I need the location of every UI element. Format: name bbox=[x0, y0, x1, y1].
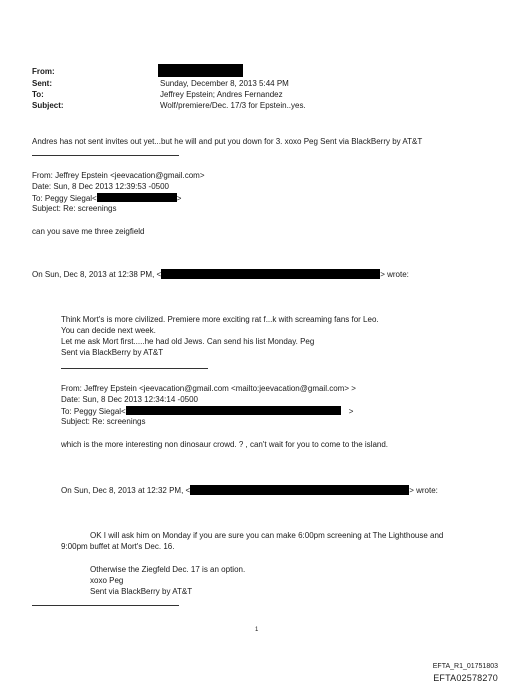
subject-label: Subject: bbox=[32, 101, 64, 110]
quote-prefix: On Sun, Dec 8, 2013 at 12:32 PM, < bbox=[61, 486, 191, 495]
message-line: Sent via BlackBerry by AT&T bbox=[61, 348, 164, 357]
to-label: To: bbox=[32, 90, 44, 99]
bates-number: EFTA_R1_01751803 bbox=[432, 663, 498, 670]
message-line: 9:00pm buffet at Mort's Dec. 16. bbox=[61, 542, 175, 551]
bates-number: EFTA02578270 bbox=[433, 673, 498, 683]
to-suffix: > bbox=[176, 194, 182, 203]
to-prefix: To: Peggy Siegal< bbox=[32, 194, 97, 203]
message-body: Andres has not sent invites out yet...but he will and put you down for 3. xoxo Peg Sent via BlackBerry by AT&T bbox=[32, 137, 423, 146]
message-line: Otherwise the Ziegfeld Dec. 17 is an option. bbox=[90, 565, 246, 574]
from-label: From: bbox=[32, 67, 55, 76]
page-number: 1 bbox=[255, 627, 259, 633]
message-line: xoxo Peg bbox=[90, 576, 124, 585]
message-line: Let me ask Mort first.....he had old Jews. Can send his list Monday. Peg bbox=[61, 337, 315, 346]
redaction-block bbox=[190, 485, 409, 495]
redaction-block bbox=[126, 406, 341, 415]
to-prefix: To: Peggy Siegal< bbox=[61, 407, 126, 416]
message-subject: Subject: Re: screenings bbox=[32, 204, 117, 213]
message-body: can you save me three zeigfield bbox=[32, 227, 145, 236]
message-line: OK I will ask him on Monday if you are sure you can make 6:00pm screening at The Lighthouse and bbox=[90, 531, 444, 540]
message-to bbox=[61, 406, 353, 417]
message-line: Think Mort's is more civilized. Premiere more exciting rat f...k with screaming fans for Leo. bbox=[61, 315, 379, 324]
message-subject: Subject: Re: screenings bbox=[61, 417, 146, 426]
sent-value: Sunday, December 8, 2013 5:44 PM bbox=[160, 79, 289, 88]
redaction-block bbox=[158, 64, 243, 77]
message-date: Date: Sun, 8 Dec 2013 12:39:53 -0500 bbox=[32, 182, 169, 191]
divider bbox=[32, 155, 179, 156]
message-to bbox=[32, 193, 181, 204]
divider bbox=[32, 605, 179, 606]
message-line: You can decide next week. bbox=[61, 326, 156, 335]
message-from: From: Jeffrey Epstein <jeevacation@gmail.com <mailto:jeevacation@gmail.com> > bbox=[61, 384, 356, 393]
message-from: From: Jeffrey Epstein <jeevacation@gmail.com> bbox=[32, 171, 205, 180]
message-date: Date: Sun, 8 Dec 2013 12:34:14 -0500 bbox=[61, 395, 198, 404]
divider bbox=[61, 368, 208, 369]
message-line: Sent via BlackBerry by AT&T bbox=[90, 587, 193, 596]
sent-label: Sent: bbox=[32, 79, 52, 88]
quote-suffix: > wrote: bbox=[409, 486, 438, 495]
redaction-block bbox=[97, 193, 177, 202]
quote-header bbox=[61, 485, 438, 496]
quote-prefix: On Sun, Dec 8, 2013 at 12:38 PM, < bbox=[32, 270, 162, 279]
message-body: which is the more interesting non dinosaur crowd. ? , can't wait for you to come to the island. bbox=[61, 440, 389, 449]
to-suffix: > bbox=[348, 407, 354, 416]
redaction-block bbox=[161, 269, 380, 279]
subject-value: Wolf/premiere/Dec. 17/3 for Epstein..yes. bbox=[160, 101, 306, 110]
to-value: Jeffrey Epstein; Andres Fernandez bbox=[160, 90, 283, 99]
quote-suffix: > wrote: bbox=[380, 270, 409, 279]
quote-header bbox=[32, 269, 409, 280]
